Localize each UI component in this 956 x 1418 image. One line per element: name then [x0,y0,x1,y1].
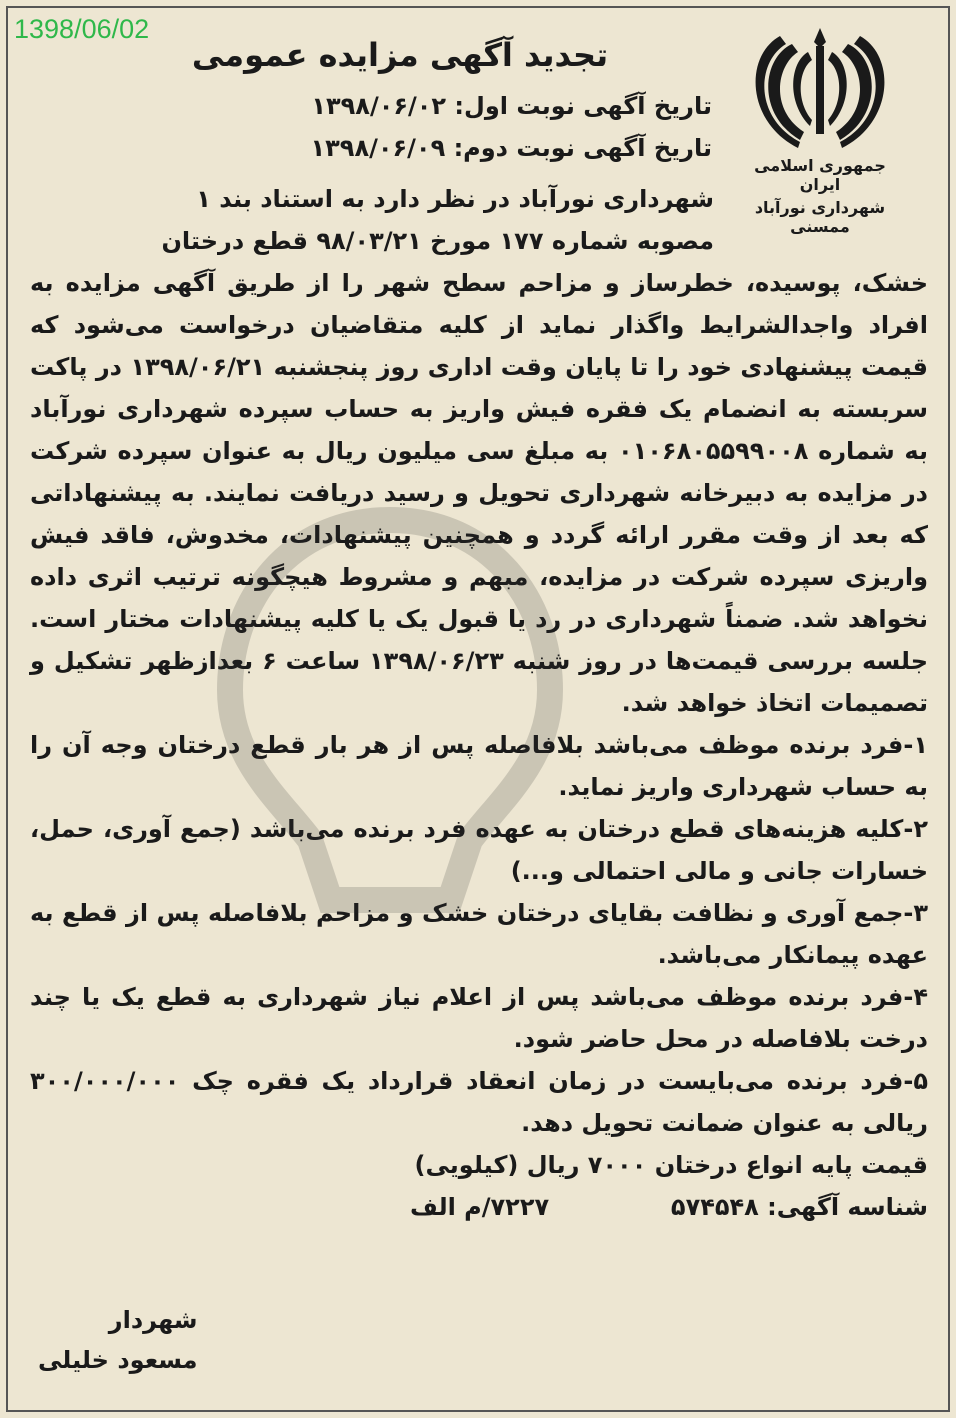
base-price: قیمت پایه انواع درختان ۷۰۰۰ ریال (کیلویی) [414,1151,928,1179]
iran-emblem-icon [750,22,890,152]
signature-name: مسعود خلیلی [38,1346,198,1374]
emblem-municipality: شهرداری نورآباد ممسنی [754,198,886,236]
reference-code: ۷۲۲۷/م الف [410,1193,550,1221]
main-paragraph: خشک، پوسیده، خطرساز و مزاحم سطح شهر را از طریق آگهی مزایده به افراد واجدالشرایط واگذار نماید از کلیه متقاضیان درخواست می‌شود که قیمت پیشنهادی خود را تا پایان وقت اداری روز پنجشنبه ۱۳۹۸/۰۶/۲۱ در پاکت سربسته به انضمام یک فقره فیش واریز به حساب سپرده شهرداری نورآباد به شماره ۰۱۰۶۸۰۵۵۹۹۰۰۸ به مبلغ سی میلیون ریال به عنوان سپرده شرکت در مزایده به دبیرخانه شهرداری تحویل و رسید دریافت نمایند. به پیشنهاداتی که بعد از وقت مقرر ارائه گردد و همچنین پیشنهادات، مخدوش، فاقد فیش واریزی سپرده شرکت در مزایده، مبهم و مشروط هیچگونه ترتیب اثری داده نخواهد شد. ضمناً شهرداری در رد یا قبول یک یا کلیه پیشنهادات مختار است. جلسه بررسی قیمت‌ها در روز شنبه ۱۳۹۸/۰۶/۲۳ ساعت ۶ بعدازظهر تشکیل و تصمیمات اتخاذ خواهد شد. [30,269,929,717]
term-item-2: ۲-کلیه هزینه‌های قطع درختان به عهده فرد برنده می‌باشد (جمع آوری، حمل، خسارات جانی و مالی احتمالی و...) [30,815,928,885]
intro-block [30,178,714,262]
notice-id: شناسه آگهی: ۵۷۴۵۴۸ [670,1193,928,1221]
terms-list [30,724,928,1144]
second-notice-date: تاریخ آگهی نوبت دوم: ۱۳۹۸/۰۶/۰۹ [310,134,712,162]
intro-line-1: شهرداری نورآباد در نظر دارد به استناد بند ۱ [196,185,714,213]
signature-block [38,1300,198,1380]
term-item-1: ۱-فرد برنده موظف می‌باشد بلافاصله پس از هر بار قطع درختان وجه آن را به حساب شهرداری واریز نماید. [30,731,928,801]
notice-body [30,178,928,1228]
intro-line-2: مصوبه شماره ۱۷۷ مورخ ۹۸/۰۳/۲۱ قطع درختان [161,227,714,255]
signature-role: شهردار [108,1306,198,1334]
emblem-country: جمهوری اسلامی ایران [754,156,886,194]
first-notice-date: تاریخ آگهی نوبت اول: ۱۳۹۸/۰۶/۰۲ [311,92,712,120]
notice-title: تجدید آگهی مزایده عمومی [191,36,609,74]
term-item-5: ۵-فرد برنده می‌بایست در زمان انعقاد قرارداد یک فقره چک ۳۰۰/۰۰۰/۰۰۰ ریالی به عنوان ضمانت تحویل دهد. [30,1067,928,1137]
footer-block [30,1144,928,1228]
date-stamp: 1398/06/02 [14,14,150,44]
term-item-3: ۳-جمع آوری و نظافت بقایای درختان خشک و مزاحم بلافاصله پس از قطع به عهده پیمانکار می‌باشد. [30,899,928,969]
term-item-4: ۴-فرد برنده موظف می‌باشد پس از اعلام نیاز شهرداری به قطع یک یا چند درخت بلافاصله در محل حاضر شود. [30,983,928,1053]
id-row [30,1186,928,1228]
